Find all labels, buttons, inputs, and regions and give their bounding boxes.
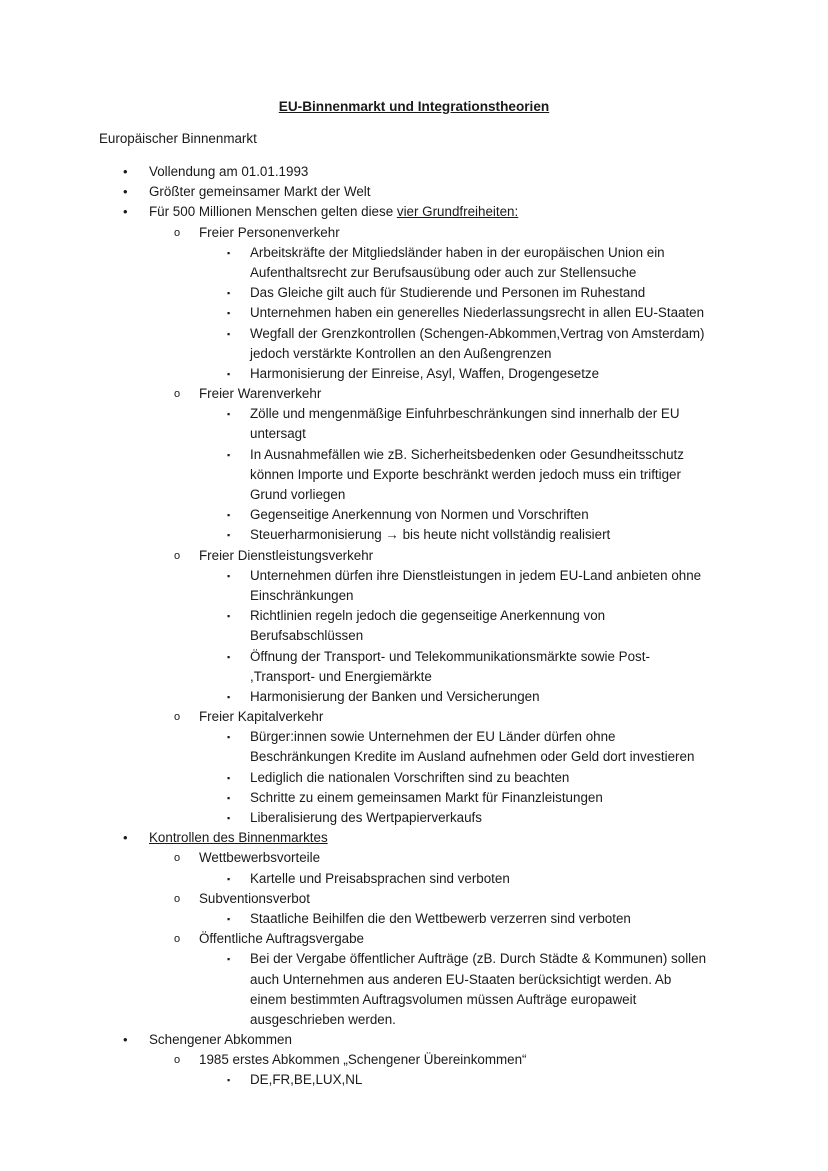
list-item-text: Lediglich die nationalen Vorschriften sind zu beachten — [250, 769, 570, 785]
list-item-text: Kartelle und Preisabsprachen sind verboten — [250, 870, 510, 886]
list-item — [0, 202, 828, 222]
list-item-text: Unternehmen haben ein generelles Niederlassungsrecht in allen EU-Staaten — [250, 305, 705, 321]
list-item-text: können Importe und Exporte beschränkt werden jedoch muss ein triftiger — [250, 466, 681, 482]
list-item — [0, 324, 828, 344]
bullet-square-icon: ▪ — [227, 530, 231, 541]
list-item-line — [250, 263, 636, 283]
bullet-circle-icon: o — [174, 388, 181, 401]
list-item-line — [250, 727, 616, 747]
list-item-text: auch Unternehmen aus anderen EU-Staaten berücksichtigt werden. Ab — [250, 971, 672, 987]
list-item — [0, 546, 828, 566]
bullet-circle-icon: o — [174, 1054, 181, 1067]
bullet-circle-icon: o — [174, 933, 181, 946]
list-item-line — [149, 828, 328, 848]
list-item — [0, 687, 828, 707]
list-item-text: Zölle und mengenmäßige Einfuhrbeschränkungen sind innerhalb der EU — [250, 406, 680, 422]
list-item — [0, 707, 828, 727]
bullet-square-icon: ▪ — [227, 691, 231, 702]
list-item-text: jedoch verstärkte Kontrollen an den Außengrenzen — [250, 345, 552, 361]
list-item-line — [250, 283, 645, 303]
list-item-text: einem bestimmten Auftragsvolumen müssen Aufträge europaweit — [250, 991, 637, 1007]
list-item-continuation — [0, 970, 828, 990]
list-item — [0, 223, 828, 243]
list-item-line — [250, 445, 684, 465]
list-item-line — [250, 990, 636, 1010]
bullet-circle-icon: o — [174, 226, 181, 239]
list-item — [0, 828, 828, 848]
list-item — [0, 788, 828, 808]
list-item — [0, 384, 828, 404]
list-item — [0, 1030, 828, 1050]
list-item — [0, 182, 828, 202]
bullet-square-icon: ▪ — [227, 611, 231, 622]
list-item-line — [250, 505, 589, 525]
bullet-square-icon: ▪ — [227, 288, 231, 299]
list-item-line — [250, 970, 671, 990]
bullet-square-icon: ▪ — [227, 792, 231, 803]
list-item-line — [250, 909, 631, 929]
list-item-continuation — [0, 990, 828, 1010]
list-item — [0, 566, 828, 586]
list-item-text: Öffentliche Auftragsvergabe — [199, 931, 365, 947]
list-item-line — [250, 404, 680, 424]
list-item-line — [250, 243, 665, 263]
list-item-line — [199, 707, 323, 727]
list-item-text: In Ausnahmefällen wie zB. Sicherheitsbedenken oder Gesundheitsschutz — [250, 446, 684, 462]
list-item-line — [250, 606, 605, 626]
list-item-line — [250, 647, 650, 667]
list-item-text: Steuerharmonisierung → bis heute nicht vollständig realisiert — [250, 527, 611, 543]
list-item-text: Staatliche Beihilfen die den Wettbewerb verzerren sind verboten — [250, 910, 631, 926]
bullet-disc-icon: • — [123, 1032, 128, 1048]
list-item-line — [250, 1070, 362, 1090]
list-item — [0, 404, 828, 424]
bullet-square-icon: ▪ — [227, 954, 231, 965]
list-item-text: Berufsabschlüssen — [250, 628, 364, 644]
bullet-list — [0, 162, 828, 1091]
list-item-text: Aufenthaltsrecht zur Berufsausübung oder auch zur Stellensuche — [250, 264, 637, 280]
list-item-text: Schengener Abkommen — [149, 1032, 292, 1048]
list-item — [0, 364, 828, 384]
list-item — [0, 303, 828, 323]
list-item-line — [250, 747, 694, 767]
list-item — [0, 647, 828, 667]
list-item-line — [250, 1010, 396, 1030]
document-title: EU-Binnenmarkt und Integrationstheorien — [278, 99, 550, 114]
list-item — [0, 525, 828, 545]
list-item-line — [250, 768, 569, 788]
list-item-text: Das Gleiche gilt auch für Studierende und Personen im Ruhestand — [250, 285, 646, 301]
list-item — [0, 848, 828, 868]
list-item-line — [250, 586, 353, 606]
list-item-text: Bei der Vergabe öffentlicher Aufträge (zB. Durch Städte & Kommunen) sollen — [250, 951, 707, 967]
list-item-line — [250, 788, 603, 808]
list-item-line — [199, 1050, 527, 1070]
list-item — [0, 768, 828, 788]
list-item-text: Wegfall der Grenzkontrollen (Schengen-Abkommen,Vertrag von Amsterdam) — [250, 325, 705, 341]
list-item — [0, 505, 828, 525]
bullet-square-icon: ▪ — [227, 813, 231, 823]
list-item-continuation — [0, 747, 828, 767]
list-item-text: ausgeschrieben werden. — [250, 1011, 396, 1027]
bullet-square-icon: ▪ — [227, 651, 231, 662]
list-item — [0, 243, 828, 263]
bullet-square-icon: ▪ — [227, 308, 231, 319]
list-item-text: Größter gemeinsamer Markt der Welt — [149, 184, 371, 200]
list-item-text: untersagt — [250, 426, 306, 442]
list-item — [0, 606, 828, 626]
list-item-text: Wettbewerbsvorteile — [199, 850, 321, 866]
list-item-text: Einschränkungen — [250, 587, 354, 603]
list-item — [0, 889, 828, 909]
list-item-line — [250, 485, 345, 505]
bullet-square-icon: ▪ — [227, 247, 231, 258]
list-item-line — [250, 525, 610, 545]
list-item-line — [250, 465, 681, 485]
list-item-text: Harmonisierung der Einreise, Asyl, Waffen, Drogengesetze — [250, 365, 600, 381]
list-item-line — [250, 687, 540, 707]
bullet-square-icon: ▪ — [227, 913, 231, 924]
list-item-line — [250, 667, 432, 687]
bullet-square-icon: ▪ — [227, 328, 231, 339]
list-item-continuation — [0, 485, 828, 505]
bullet-disc-icon: • — [123, 830, 128, 846]
list-item — [0, 909, 828, 929]
list-item — [0, 929, 828, 949]
list-item-text: Kontrollen des Binnenmarktes — [149, 830, 328, 846]
list-item — [0, 949, 828, 969]
list-item-text: Harmonisierung der Banken und Versicherungen — [250, 688, 540, 704]
list-item-text: Gegenseitige Anerkennung von Normen und Vorschriften — [250, 507, 589, 523]
bullet-circle-icon: o — [174, 549, 181, 562]
list-item-text: Schritte zu einem gemeinsamen Markt für Finanzleistungen — [250, 789, 603, 805]
list-item-line — [149, 182, 371, 202]
bullet-square-icon: ▪ — [227, 1075, 231, 1086]
list-item — [0, 808, 828, 828]
list-item — [0, 162, 828, 182]
list-item-line — [250, 364, 599, 384]
list-item-line — [250, 344, 552, 364]
list-item-line — [199, 929, 364, 949]
section-heading: Europäischer Binnenmarkt — [99, 131, 257, 146]
bullet-square-icon: ▪ — [227, 873, 231, 884]
list-item-line — [149, 202, 518, 222]
bullet-disc-icon: • — [123, 164, 128, 179]
list-item-line — [149, 1030, 292, 1050]
list-item-continuation — [0, 263, 828, 283]
list-item-text: Subventionsverbot — [199, 890, 310, 906]
list-item-continuation — [0, 424, 828, 444]
list-item-text: Vollendung am 01.01.1993 — [149, 164, 309, 179]
underlined-text: vier Grundfreiheiten: — [396, 204, 519, 220]
list-item-text: Öffnung der Transport- und Telekommunikationsmärkte sowie Post- — [250, 648, 650, 664]
bullet-square-icon: ▪ — [227, 409, 231, 420]
list-item-text: ,Transport- und Energiemärkte — [250, 668, 432, 684]
list-item-text: Richtlinien regeln jedoch die gegenseitige Anerkennung von — [250, 608, 606, 624]
bullet-square-icon: ▪ — [227, 368, 231, 379]
list-item-line — [149, 162, 308, 182]
bullet-square-icon: ▪ — [227, 570, 231, 581]
list-item-text: Bürger:innen sowie Unternehmen der EU Länder dürfen ohne — [250, 729, 616, 745]
bullet-square-icon: ▪ — [227, 510, 231, 521]
list-item-line — [250, 324, 705, 344]
bullet-circle-icon: o — [174, 892, 181, 905]
list-item-continuation — [0, 465, 828, 485]
list-item-line — [199, 848, 320, 868]
list-item-line — [250, 626, 363, 646]
list-item-text: Für 500 Millionen Menschen gelten diese — [149, 204, 397, 220]
list-item-continuation — [0, 586, 828, 606]
list-item-text: Arbeitskräfte der Mitgliedsländer haben in der europäischen Union ein — [250, 244, 665, 260]
list-item — [0, 445, 828, 465]
list-item-text: Grund vorliegen — [250, 487, 346, 502]
list-item — [0, 869, 828, 889]
list-item-line — [250, 303, 704, 323]
list-item-line — [199, 889, 310, 909]
bullet-square-icon: ▪ — [227, 772, 231, 783]
list-item-text: Freier Warenverkehr — [199, 386, 322, 402]
bullet-square-icon: ▪ — [227, 449, 231, 460]
list-item — [0, 1050, 828, 1070]
list-item-line — [250, 424, 306, 444]
list-item-text: Freier Dienstleistungsverkehr — [199, 547, 374, 563]
list-item — [0, 727, 828, 747]
bullet-square-icon: ▪ — [227, 732, 231, 743]
list-item-text: DE,FR,BE,LUX,NL — [250, 1072, 363, 1088]
list-item-continuation — [0, 667, 828, 687]
bullet-circle-icon: o — [174, 852, 181, 865]
list-item-text: Liberalisierung des Wertpapierverkaufs — [250, 810, 482, 825]
list-item-text: Freier Personenverkehr — [199, 224, 340, 240]
list-item-line — [199, 546, 373, 566]
list-item-line — [199, 384, 321, 404]
list-item-line — [250, 949, 706, 969]
list-item-text: 1985 erstes Abkommen „Schengener Übereinkommen“ — [199, 1052, 527, 1068]
list-item-line — [250, 566, 701, 586]
list-item — [0, 1070, 828, 1090]
list-item-text: Unternehmen dürfen ihre Dienstleistungen in jedem EU-Land anbieten ohne — [250, 567, 702, 583]
list-item-line — [250, 869, 510, 889]
list-item — [0, 283, 828, 303]
list-item-continuation — [0, 626, 828, 646]
list-item-continuation — [0, 1010, 828, 1030]
list-item-continuation — [0, 344, 828, 364]
bullet-disc-icon: • — [123, 184, 128, 200]
list-item-line — [199, 223, 340, 243]
bullet-disc-icon: • — [123, 204, 128, 220]
bullet-circle-icon: o — [174, 711, 181, 724]
list-item-line — [250, 808, 482, 828]
list-item-text: Beschränkungen Kredite im Ausland aufnehmen oder Geld dort investieren — [250, 749, 695, 765]
list-item-text: Freier Kapitalverkehr — [199, 709, 324, 725]
